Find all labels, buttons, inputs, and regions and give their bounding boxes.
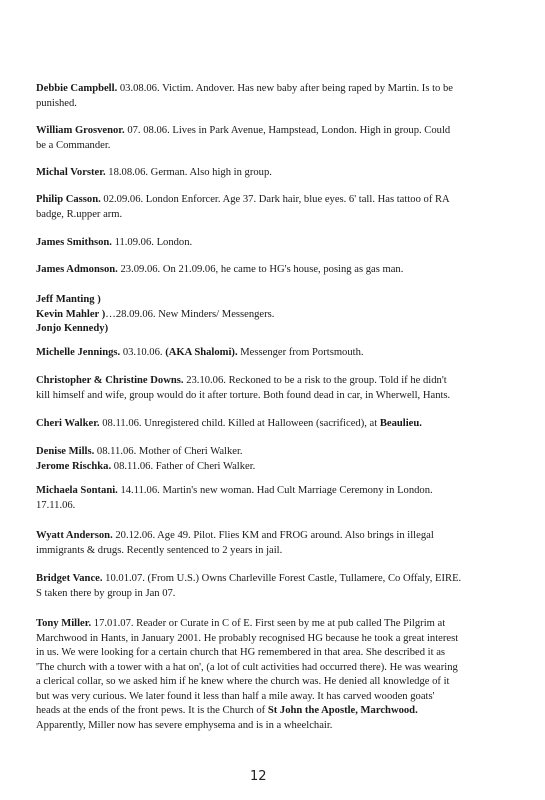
- entry-name: Debbie Campbell.: [36, 83, 118, 94]
- entry-michaela-sontani: [36, 484, 528, 513]
- entry-bridget-vance: [36, 572, 528, 601]
- entry-name: Jeff Manting ): [36, 294, 101, 305]
- entry-text-cont: badge, R.upper arm.: [36, 208, 123, 220]
- entry-text: 08.11.06. Unregistered child. Killed at Halloween (sacrificed), at: [99, 418, 380, 429]
- entry-text: 11.09.06. London.: [111, 237, 193, 248]
- entry-text-cont: in us. We were looking for a certain church that HG remembered in that area. She described it as: [36, 647, 446, 658]
- entry-cheri-walker: [36, 417, 528, 432]
- entry-name: Michelle Jennings.: [36, 347, 121, 358]
- entry-james-admonson: [36, 263, 528, 278]
- entry-name: Kevin Mahler ): [36, 308, 106, 320]
- entry-name: James Admonson.: [36, 264, 118, 275]
- entry-text-cont: immigrants & drugs. Recently sentenced to 2 years in jail.: [36, 544, 283, 556]
- entry-name: Jonjo Kennedy): [36, 323, 109, 334]
- entry-name: Wyatt Anderson.: [36, 530, 113, 541]
- entry-wyatt-anderson: [36, 529, 528, 558]
- entry-text: 03.08.06. Victim. Andover. Has new baby after being raped by Martin. Is to be: [117, 83, 453, 94]
- page-number: 12: [250, 769, 267, 784]
- entry-name: Denise Mills.: [36, 446, 95, 457]
- entry-name: Christopher & Christine Downs.: [36, 375, 184, 386]
- entry-text-cont: 'The church with a tower with a hat on', (a lot of cult activities had occurred there). He was wearing: [36, 661, 458, 673]
- entry-name: Philip Casson.: [36, 194, 101, 205]
- entry-text: 07. 08.06. Lives in Park Avenue, Hampstead, London. High in group. Could: [124, 125, 451, 136]
- entry-name: Michal Vorster.: [36, 167, 106, 178]
- entry-name: William Grosvenor.: [36, 125, 125, 136]
- entry-text: 23.09.06. On 21.09.06, he came to HG's house, posing as gas man.: [117, 264, 404, 275]
- entry-text: 14.11.06. Martin's new woman. Had Cult Marriage Ceremony in London.: [117, 485, 433, 496]
- entry-debbie-campbell: [36, 82, 528, 111]
- entry-text: 08.11.06. Father of Cheri Walker.: [111, 460, 256, 472]
- entry-text: 17.01.07. Reader or Curate in C of E. First seen by me at pub called The Pilgrim at: [91, 618, 446, 629]
- entry-text-cont: heads at the ends of the front pews. It is the Church of: [36, 705, 268, 716]
- entry-text: 20.12.06. Age 49. Pilot. Flies KM and FROG around. Also brings in illegal: [112, 530, 434, 541]
- entry-text-cont: a clerical collar, so we asked him if he knew where the church was. He denied all knowledge of it: [36, 676, 450, 687]
- entry-william-grosvenor: [36, 124, 528, 153]
- entry-text: Messenger from Portsmouth.: [237, 347, 364, 358]
- entry-text: 10.01.07. (From U.S.) Owns Charleville Forest Castle, Tullamere, Co Offaly, EIRE.: [102, 573, 462, 584]
- entry-name: Michaela Sontani.: [36, 485, 118, 496]
- entry-cheri-parents: [36, 445, 528, 474]
- entry-text: 18.08.06. German. Also high in group.: [105, 167, 272, 178]
- entry-place: Beaulieu.: [379, 418, 422, 429]
- entry-church-name: St John the Apostle, Marchwood.: [267, 705, 418, 716]
- entry-name: Bridget Vance.: [36, 573, 103, 584]
- entry-text: 08.11.06. Mother of Cheri Walker.: [94, 446, 243, 457]
- entry-text: 23.10.06. Reckoned to be a risk to the group. Told if he didn't: [183, 375, 447, 386]
- entry-text: 02.09.06. London Enforcer. Age 37. Dark hair, blue eyes. 6' tall. Has tattoo of RA: [100, 194, 450, 205]
- entry-text-cont: kill himself and wife, group would do it after torture. Both found dead in car, in Wherwell, Hants.: [36, 389, 451, 401]
- entry-michelle-jennings: [36, 346, 528, 361]
- entry-text-cont: but was very curious. We later found it less than half a mile away. It has carved wooden goats': [36, 690, 435, 702]
- entry-name: Cheri Walker.: [36, 418, 100, 429]
- entry-michal-vorster: [36, 166, 528, 181]
- entry-text-cont: be a Commander.: [36, 139, 111, 151]
- entry-minders-group: [36, 293, 528, 337]
- entry-text-cont: S taken there by group in Jan 07.: [36, 587, 176, 599]
- entry-philip-casson: [36, 193, 528, 222]
- entry-name: James Smithson.: [36, 237, 112, 248]
- entry-alias: (AKA Shalomi).: [165, 347, 238, 358]
- entry-downs: [36, 374, 528, 403]
- entry-text-cont: punished.: [36, 97, 77, 109]
- entry-text: …28.09.06. New Minders/ Messengers.: [105, 308, 275, 320]
- entry-text: 03.10.06.: [120, 347, 166, 358]
- entry-james-smithson: [36, 236, 528, 251]
- entry-text-cont: Marchwood in Hants, in January 2001. He probably recognised HG because he took a great interest: [36, 632, 459, 644]
- entry-text-cont: Apparently, Miller now has severe emphysema and is in a wheelchair.: [36, 719, 333, 731]
- entry-text-cont: 17.11.06.: [36, 499, 76, 511]
- entry-tony-miller: [36, 617, 528, 733]
- entry-name: Jerome Rischka.: [36, 460, 112, 472]
- entry-name: Tony Miller.: [36, 618, 92, 629]
